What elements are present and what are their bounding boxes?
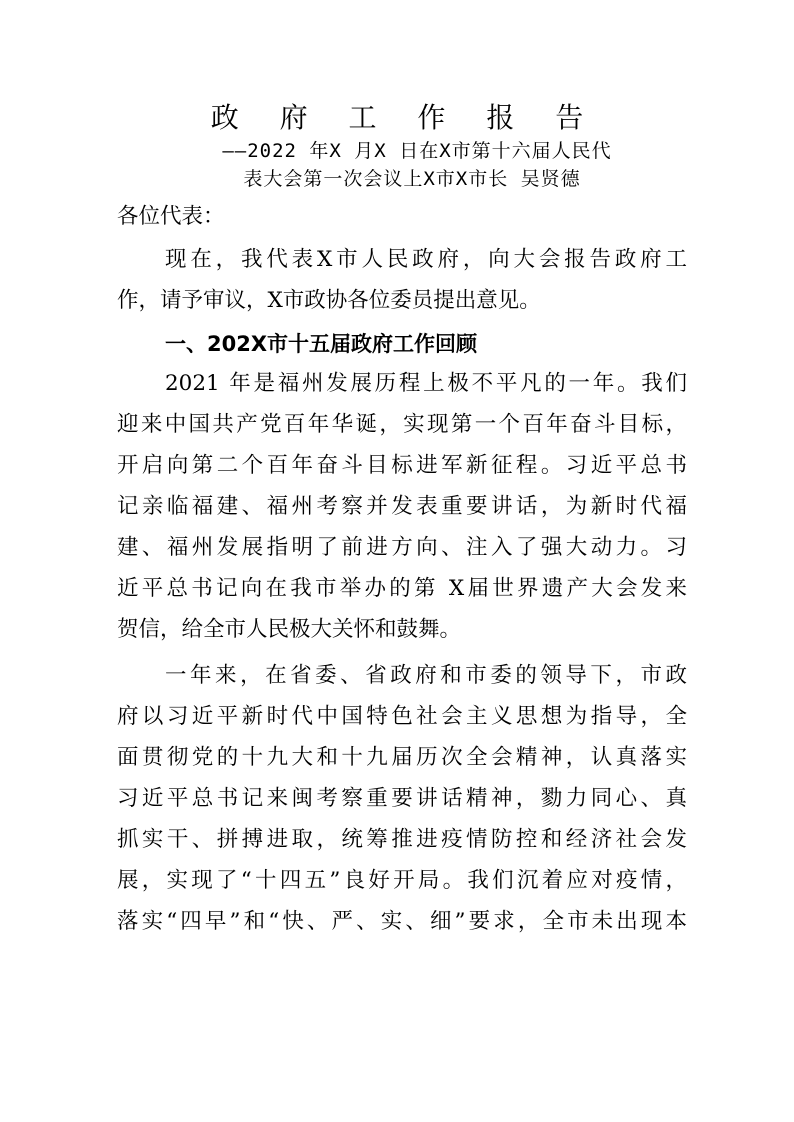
section-heading: 一、202X市十五届政府工作回顾 <box>165 332 478 356</box>
salutation: 各位代表： <box>117 204 225 229</box>
document-title: 政 府 工 作 报 告 <box>210 101 600 134</box>
section-paragraph-1-line-2: 迎来中国共产党百年华诞，实现第一个百年奋斗目标， <box>117 412 687 437</box>
section-paragraph-1-line-3: 开启向第二个百年奋斗目标进军新征程。习近平总书 <box>117 453 687 478</box>
paragraph-1-line-2: 作，请予审议，X市政协各位委员提出意见。 <box>117 288 541 313</box>
section-paragraph-2-line-1: 一年来，在省委、省政府和市委的领导下，市政 <box>165 663 687 688</box>
subtitle-line-1: ——2022 年X 月X 日在X市第十六届人民代 <box>222 140 612 162</box>
section-paragraph-2-line-7: 落实“四早”和“快、严、实、细”要求，全市未出现本 <box>117 909 687 934</box>
section-paragraph-1-line-7: 贺信，给全市人民极大关怀和鼓舞。 <box>117 617 462 642</box>
paragraph-1-line-1: 现在，我代表X市人民政府，向大会报告政府工 <box>165 247 687 272</box>
subtitle-line-2: 表大会第一次会议上X市X市长 吴贤德 <box>243 168 581 190</box>
section-paragraph-2-line-5: 抓实干、拼搏进取，统筹推进疫情防控和经济社会发 <box>117 827 687 852</box>
section-paragraph-2-line-3: 面贯彻党的十九大和十九届历次全会精神，认真落实 <box>117 745 687 770</box>
section-paragraph-1-line-5: 建、福州发展指明了前进方向、注入了强大动力。习 <box>117 535 687 560</box>
section-paragraph-1-line-6: 近平总书记向在我市举办的第 X届世界遗产大会发来 <box>117 576 687 601</box>
section-paragraph-2-line-6: 展，实现了“十四五”良好开局。我们沉着应对疫情， <box>117 868 687 893</box>
section-paragraph-2-line-2: 府以习近平新时代中国特色社会主义思想为指导，全 <box>117 704 687 729</box>
section-paragraph-1-line-4: 记亲临福建、福州考察并发表重要讲话，为新时代福 <box>117 494 687 519</box>
section-paragraph-2-line-4: 习近平总书记来闽考察重要讲话精神，勠力同心、真 <box>117 786 687 811</box>
section-paragraph-1-line-1: 2021 年是福州发展历程上极不平凡的一年。我们 <box>165 371 687 396</box>
